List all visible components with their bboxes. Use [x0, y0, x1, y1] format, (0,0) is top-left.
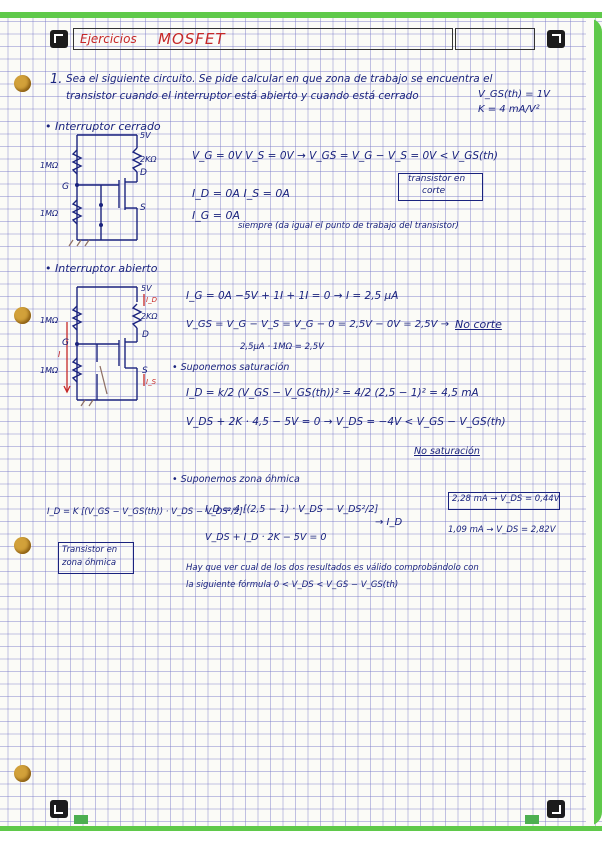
closed-eq1: V_G = 0V V_S = 0V → V_GS = V_G − V_S = 0V < V_GS(th)	[192, 150, 499, 162]
ohm-solution-2: 1,09 mA → V_DS = 2,82V	[448, 525, 556, 535]
label-closed-r3: 1MΩ	[40, 209, 59, 218]
title-box-secondary	[455, 28, 535, 50]
open-result-line1: Transistor en	[62, 545, 118, 555]
sat-result: No saturación	[414, 446, 480, 457]
open-eq2: V_GS = V_G − V_S = V_G − 0 = 2,5V − 0V = 2,5V →	[186, 319, 450, 330]
label-closed-r2: 1MΩ	[40, 161, 59, 170]
label-open-s: S	[142, 366, 148, 376]
open-eq3: 2,5µA · 1MΩ = 2,5V	[240, 342, 324, 352]
binder-hole-icon	[14, 537, 31, 554]
label-open-id: I_D	[146, 296, 157, 304]
sat-eq1: I_D = k/2 (V_GS − V_GS(th))² = 4/2 (2,5 − 1)² = 4,5 mA	[186, 387, 479, 399]
closed-eq3: I_G = 0A	[192, 209, 241, 222]
sat-eq2: V_DS + 2K · 4,5 − 5V = 0 → V_DS = −4V < V_GS − V_GS(th)	[186, 416, 506, 428]
binder-hole-icon	[14, 765, 31, 782]
closed-eq2: I_D = 0A I_S = 0A	[192, 187, 290, 200]
label-closed-d: D	[140, 168, 147, 178]
corner-mark-icon	[50, 800, 68, 818]
ohm-arrow: → I_D	[375, 517, 403, 528]
binder-hole-icon	[14, 307, 31, 324]
closed-result-line2: corte	[422, 186, 446, 196]
given-vth: V_GS(th) = 1V	[478, 89, 550, 100]
label-open-i: I	[58, 350, 61, 359]
title-topic: MOSFET	[158, 30, 226, 48]
open-eq2-result: No corte	[455, 318, 502, 331]
open-result-line2: zona óhmica	[62, 558, 117, 568]
open-eq1: I_G = 0A −5V + 1I + 1I = 0 → I = 2,5 µA	[186, 290, 399, 302]
problem-line1: Sea el siguiente circuito. Se pide calcular en que zona de trabajo se encuentra el	[66, 73, 493, 85]
label-open-r1: 2KΩ	[141, 312, 158, 321]
heading-switch-closed: • Interruptor cerrado	[45, 120, 161, 133]
corner-mark-icon	[547, 30, 565, 48]
corner-mark-icon	[547, 800, 565, 818]
label-open-v: 5V	[141, 284, 152, 293]
ohm-formula: I_D = K [(V_GS − V_GS(th)) · V_DS − V_DS²/2]	[47, 507, 243, 517]
heading-ohmic: • Suponemos zona óhmica	[172, 474, 300, 485]
ohm-system-eq2: V_DS + I_D · 2K − 5V = 0	[205, 532, 327, 543]
given-k: K = 4 mA/V²	[478, 104, 540, 115]
heading-switch-open: • Interruptor abierto	[45, 262, 158, 275]
problem-number: 1.	[50, 72, 63, 87]
circuit-open-diagram	[55, 282, 150, 407]
ohm-solution-1: 2,28 mA → V_DS = 0,44V	[452, 494, 560, 504]
label-closed-r1: 2KΩ	[140, 155, 157, 164]
heading-saturation: • Suponemos saturación	[172, 362, 290, 373]
top-border	[0, 0, 602, 18]
ohm-system-eq1: I_D = 4 [(2,5 − 1) · V_DS − V_DS²/2]	[205, 504, 379, 515]
label-open-d: D	[142, 330, 149, 340]
label-open-r3: 1MΩ	[40, 366, 59, 375]
closed-note: siempre (da igual el punto de trabajo del transistor)	[238, 221, 459, 231]
corner-mark-icon	[50, 30, 68, 48]
label-open-r2: 1MΩ	[40, 316, 59, 325]
label-closed-g: G	[62, 182, 69, 192]
label-closed-s: S	[140, 203, 146, 213]
label-open-is: I_S	[146, 378, 157, 386]
title-prefix: Ejercicios	[80, 32, 137, 46]
binder-hole-icon	[14, 75, 31, 92]
closed-result-line1: transistor en	[408, 174, 466, 184]
conclusion-line1: Hay que ver cual de los dos resultados es válido comprobándolo con	[186, 563, 479, 573]
bottom-border	[0, 826, 602, 848]
label-open-g: G	[62, 338, 69, 348]
problem-line2: transistor cuando el interruptor está abierto y cuando está cerrado	[66, 90, 419, 102]
conclusion-line2: la siguiente fórmula 0 < V_DS < V_GS − V_GS(th)	[186, 580, 399, 590]
label-closed-v: 5V	[140, 131, 151, 140]
circuit-closed-diagram	[55, 130, 150, 250]
